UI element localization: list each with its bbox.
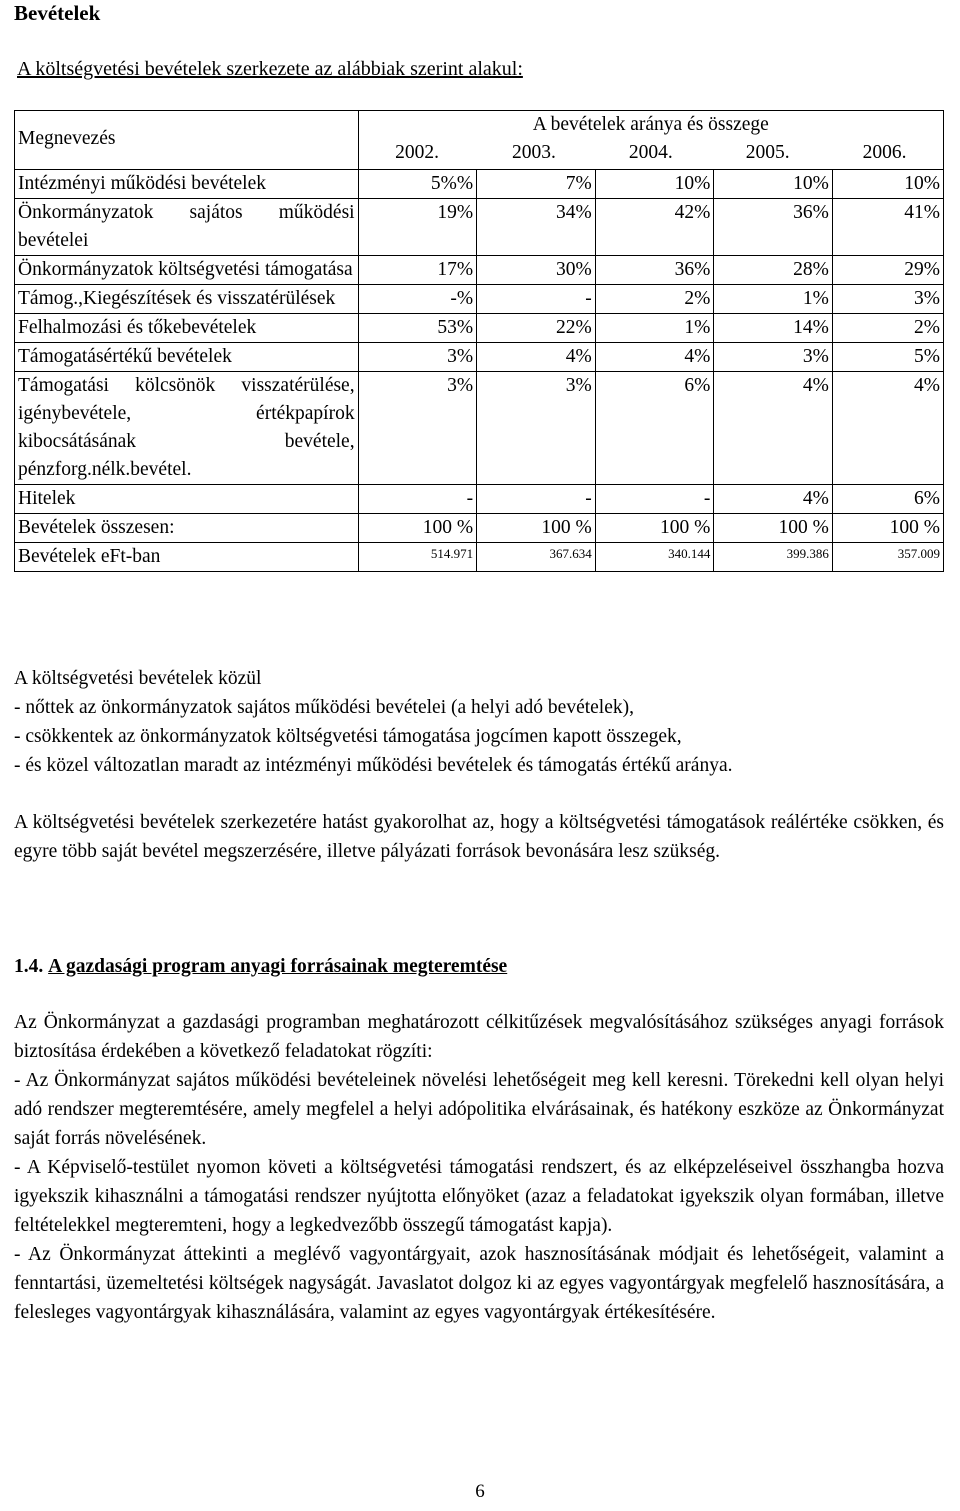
program-item-2: - A Képviselő-testület nyomon követi a költségvetési támogatási rendszert, és az elképzeléseivel összhangba hozva igyekszik kihasználni a támogatási rendszer nyújtotta előnyöket (azaz a feladatokat igyekszik olyan formában, illetve feltételekkel megteremteni, hogy a legkedvezőbb összegű támogatást kapja). xyxy=(14,1157,944,1236)
section-heading xyxy=(14,952,944,981)
row-label: Támog.,Kiegészítések és visszatérülések xyxy=(15,285,359,314)
table-row xyxy=(15,543,944,572)
row-label: Bevételek eFt-ban xyxy=(15,543,359,572)
header-name: Megnevezés xyxy=(18,128,116,149)
year-2005: 2005. xyxy=(745,142,790,163)
program-item-3: - Az Önkormányzat áttekinti a meglévő vagyontárgyait, azok hasznosításának módjait és lehetőségeit, valamint a fenntartási, üzemeltetési költségek nagyságát. Javaslatot dolgoz ki az egyes vagyontárgyak megfelelő hasznosítására, a felesleges vagyontárgyak kihasználására, valamint az egyes vagyontárgyak értékesítésére. xyxy=(14,1244,944,1323)
row-value: 4% xyxy=(595,343,714,372)
row-value: 340.144 xyxy=(595,543,714,572)
row-label: Önkormányzatok sajátos működési bevételei xyxy=(15,199,359,256)
row-value: 29% xyxy=(832,256,943,285)
row-value: 34% xyxy=(477,199,596,256)
section-number: 1.4. xyxy=(14,956,44,977)
revenue-table xyxy=(14,110,944,572)
page-number: 6 xyxy=(475,1481,485,1502)
row-value: 14% xyxy=(714,314,833,343)
row-value: 100 % xyxy=(832,514,943,543)
row-value: 10% xyxy=(714,170,833,199)
row-label: Hitelek xyxy=(15,485,359,514)
table-row xyxy=(15,485,944,514)
row-value: 4% xyxy=(714,485,833,514)
row-label: Felhalmozási és tőkebevételek xyxy=(15,314,359,343)
row-value: 2% xyxy=(832,314,943,343)
page-heading: Bevételek xyxy=(14,1,101,25)
year-2006: 2006. xyxy=(862,142,907,163)
row-label: Támogatásértékű bevételek xyxy=(15,343,359,372)
row-value: 367.634 xyxy=(477,543,596,572)
row-value: 4% xyxy=(477,343,596,372)
row-value: 100 % xyxy=(477,514,596,543)
row-value: 4% xyxy=(714,372,833,485)
summary-line-2: - nőttek az önkormányzatok sajátos működési bevételei (a helyi adó bevételek), xyxy=(14,697,634,718)
row-value: 2% xyxy=(595,285,714,314)
row-label: Önkormányzatok költségvetési támogatása xyxy=(15,256,359,285)
section-title: A gazdasági program anyagi forrásainak megteremtése xyxy=(48,956,508,977)
row-value: 514.971 xyxy=(358,543,477,572)
row-value: 5%% xyxy=(358,170,477,199)
row-value: 17% xyxy=(358,256,477,285)
row-value: 3% xyxy=(714,343,833,372)
program-item-1: - Az Önkormányzat sajátos működési bevételeinek növelési lehetőségeit meg kell keresni. Törekedni kell olyan helyi adó rendszer megteremtésére, amely megfelel a helyi adópolitika elvárásainak, és hatékony eszköze az Önkormányzat saját forrás növelésének. xyxy=(14,1070,944,1149)
header-years xyxy=(359,139,943,167)
row-value: - xyxy=(477,485,596,514)
table-row xyxy=(15,199,944,256)
header-name-cell xyxy=(15,111,359,170)
row-label: Támogatási kölcsönök visszatérülése, igénybevétele, értékpapírok kibocsátásának bevétele, pénzforg.nélk.bevétel. xyxy=(15,372,359,485)
table-row xyxy=(15,170,944,199)
summary-line-4: - és közel változatlan maradt az intézményi működési bevételek és támogatás értékű aránya. xyxy=(14,755,733,776)
row-value: 10% xyxy=(832,170,943,199)
row-value: 53% xyxy=(358,314,477,343)
row-value: 42% xyxy=(595,199,714,256)
table-row xyxy=(15,514,944,543)
row-value: - xyxy=(595,485,714,514)
structure-text: A költségvetési bevételek szerkezetére hatást gyakorolhat az, hogy a költségvetési támogatások reálértéke csökken, és egyre több saját bevétel megszerzésére, illetve pályázati források bevonására lesz szükség. xyxy=(14,812,944,862)
paragraph-summary xyxy=(14,664,944,780)
row-value: 30% xyxy=(477,256,596,285)
row-value: -% xyxy=(358,285,477,314)
year-2004: 2004. xyxy=(628,142,673,163)
header-group-cell xyxy=(358,111,943,170)
row-value: 10% xyxy=(595,170,714,199)
row-value: 357.009 xyxy=(832,543,943,572)
table-row xyxy=(15,285,944,314)
row-value: 1% xyxy=(714,285,833,314)
table-header-row xyxy=(15,111,944,170)
row-value: 6% xyxy=(832,485,943,514)
row-value: 3% xyxy=(358,343,477,372)
row-value: - xyxy=(477,285,596,314)
header-group-title: A bevételek aránya és összege xyxy=(532,114,769,135)
row-value: 100 % xyxy=(595,514,714,543)
paragraph-structure xyxy=(14,808,944,866)
table-row xyxy=(15,256,944,285)
table-row xyxy=(15,343,944,372)
row-value: 6% xyxy=(595,372,714,485)
row-label: Intézményi működési bevételek xyxy=(15,170,359,199)
row-value: 4% xyxy=(832,372,943,485)
row-value: 36% xyxy=(595,256,714,285)
row-value: 3% xyxy=(832,285,943,314)
row-value: 399.386 xyxy=(714,543,833,572)
summary-line-3: - csökkentek az önkormányzatok költségvetési támogatása jogcímen kapott összegek, xyxy=(14,726,682,747)
row-label: Bevételek összesen: xyxy=(15,514,359,543)
row-value: 36% xyxy=(714,199,833,256)
row-value: 28% xyxy=(714,256,833,285)
row-value: 7% xyxy=(477,170,596,199)
year-2002: 2002. xyxy=(395,142,439,163)
row-value: 1% xyxy=(595,314,714,343)
row-value: 3% xyxy=(477,372,596,485)
row-value: - xyxy=(358,485,477,514)
program-intro: Az Önkormányzat a gazdasági programban meghatározott célkitűzések megvalósításához szükséges anyagi források biztosítása érdekében a következő feladatokat rögzíti: xyxy=(14,1012,944,1062)
row-value: 100 % xyxy=(358,514,477,543)
table-row xyxy=(15,372,944,485)
row-value: 3% xyxy=(358,372,477,485)
table-caption: A költségvetési bevételek szerkezete az alábbiak szerint alakul: xyxy=(17,58,523,80)
row-value: 41% xyxy=(832,199,943,256)
row-value: 22% xyxy=(477,314,596,343)
row-value: 5% xyxy=(832,343,943,372)
row-value: 100 % xyxy=(714,514,833,543)
paragraph-program xyxy=(14,1008,944,1327)
year-2003: 2003. xyxy=(511,142,556,163)
summary-line-1: A költségvetési bevételek közül xyxy=(14,668,262,689)
row-value: 19% xyxy=(358,199,477,256)
table-row xyxy=(15,314,944,343)
